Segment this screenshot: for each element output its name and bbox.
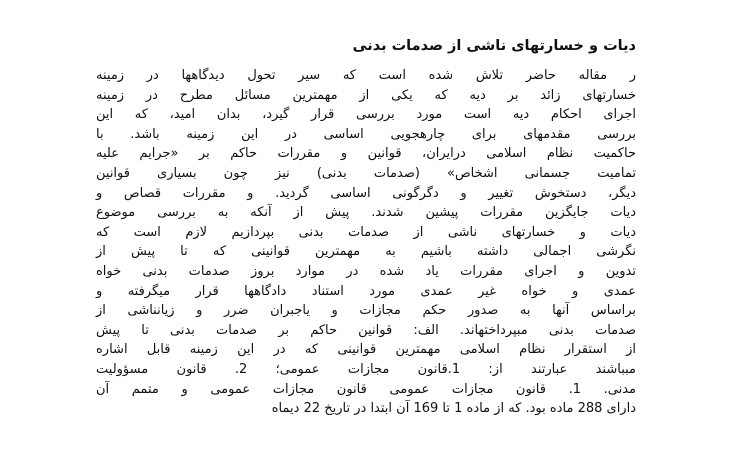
body-line: نگرشی اجمالی داشته باشیم به مهمترین قوانینی که تا پیش از xyxy=(96,244,636,260)
body-line: دارای 288 ماده بود. که از ماده 1 تا 169 آن ابتدا در تاریخ 22 دیماه xyxy=(271,401,636,417)
body-line: دیات جایگزین مقررات پیشین شدند. پیش از آنکه به بررسی موضوع xyxy=(96,205,636,221)
body-line: براساس آنها به صدور حکم مجازات و یاجبران ضرر و زیانناشی از xyxy=(96,303,636,319)
document-body xyxy=(96,66,636,419)
body-line: مبباشند عبارتند از: 1.قانون مجازات عمومی؛ 2. قانون مسؤولیت xyxy=(96,361,637,377)
body-line: حاکمیت نظام اسلامی درایران، قوانین و مقررات حاکم بر «جرایم علیه xyxy=(96,146,636,162)
body-line: خسارتهای زائد بر دیه که یکی از مهمترین مسائل مطرح در زمینه xyxy=(96,87,636,103)
body-line: دیگر، دستخوش تغییر و دگرگونی اساسی گردید. و مقررات قصاص و xyxy=(96,185,636,201)
body-line: مدنی. 1. قانون مجازات عمومی قانون مجازات عمومی و متمم آن xyxy=(96,381,637,397)
body-line: بررسی مقدمهای برای چارهجویی اساسی در این زمینه باشد. با xyxy=(96,126,636,142)
body-line: ر مقاله حاضر تلاش شده است که سیر تحول دیدگاهها در زمینه xyxy=(96,68,636,83)
body-line: صدمات بدنی مبپرداختهاند. الف: قوانین حاکم بر صدمات بدنی تا پیش xyxy=(96,322,636,338)
body-line: تدوین و اجرای مقررات یاد شده در موارد بروز صدمات بدنی خواه xyxy=(96,263,636,279)
body-line: تمامیت جسمانی اشخاص» (صدمات بدنی) نیز چون بسیاری قوانین xyxy=(96,165,636,181)
body-line: اجرای احکام دیه است مورد بررسی قرار گیرد، بدان امید، که این xyxy=(96,107,636,123)
document-title: دیات و خسارتهای ناشی از صدمات بدنی xyxy=(352,38,636,54)
body-line: عمدی و خواه غیر عمدی مورد استناد دادگاهها قرار میگرفته و xyxy=(96,283,636,299)
body-line: از استقرار نظام اسلامی مهمترین قوانینی که در این زمینه قابل اشاره xyxy=(96,342,636,358)
body-line: دیات و خسارتهای ناشی از صدمات بدنی بپردازیم لازم است که xyxy=(96,224,636,240)
